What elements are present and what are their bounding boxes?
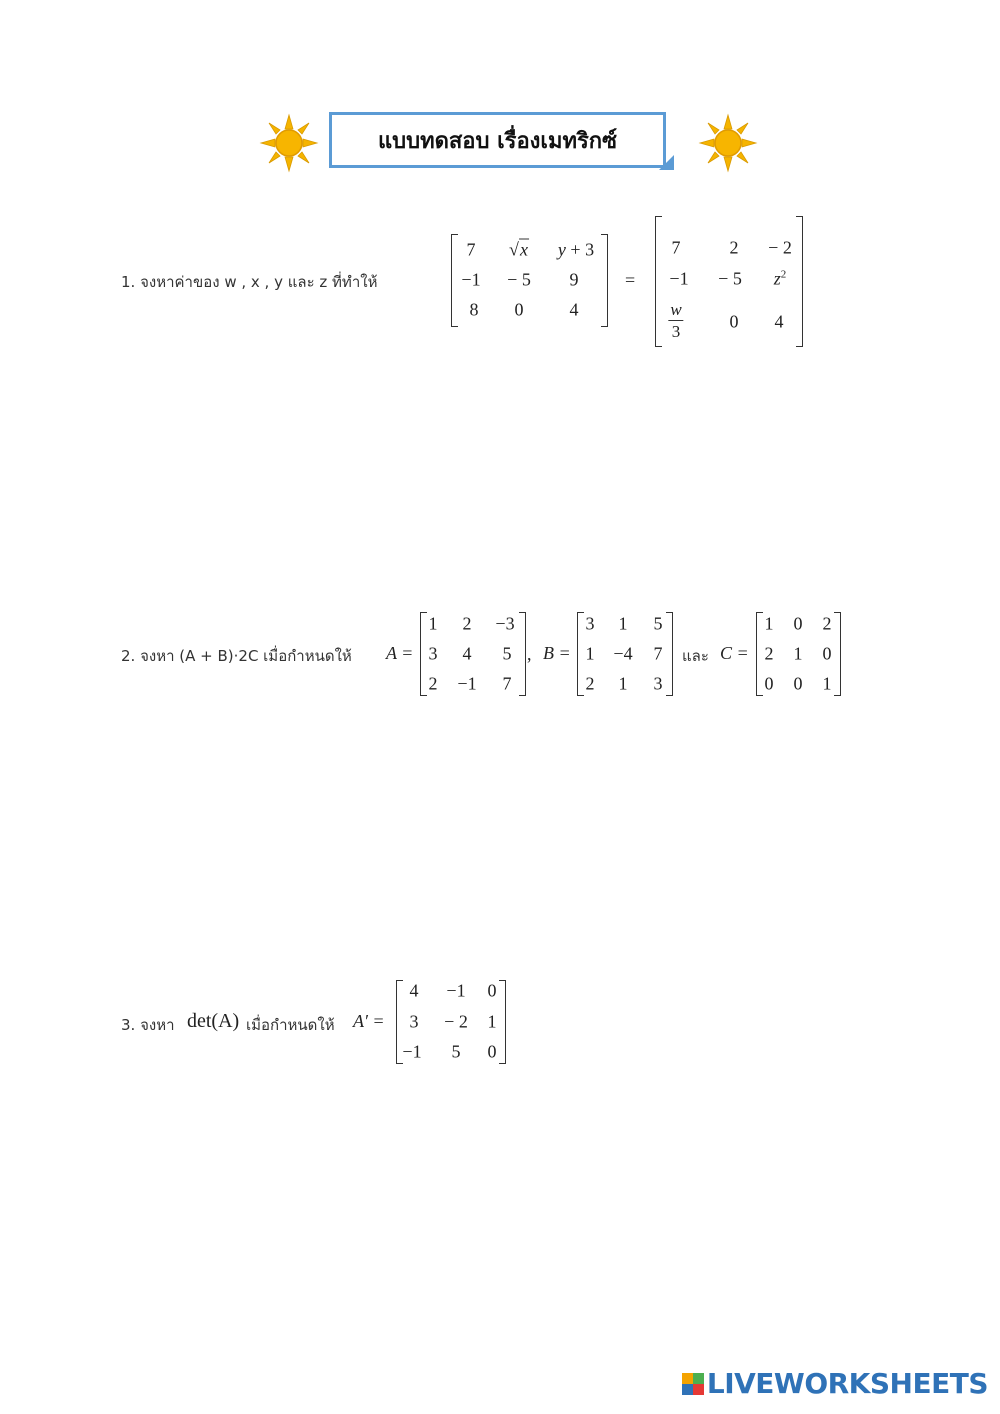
title-box bbox=[329, 112, 666, 168]
matrix-cell: 1 bbox=[618, 673, 628, 694]
matrix-cell: 5 bbox=[451, 1041, 461, 1062]
title-fold-decoration bbox=[659, 155, 674, 170]
matrix-cell: 4 bbox=[409, 980, 419, 1001]
matrix-cell: 2 bbox=[729, 237, 739, 258]
matrix-cell: 7 bbox=[502, 673, 512, 694]
q3-prompt: 3. จงหา bbox=[121, 1016, 175, 1034]
matrix-cell: 9 bbox=[569, 269, 579, 290]
matrix-cell: −1 bbox=[669, 268, 689, 289]
matrix-cell: 1 bbox=[487, 1011, 497, 1032]
matrix-cell: 0 bbox=[487, 980, 497, 1001]
matrix-cell: 4 bbox=[569, 299, 579, 320]
matrix-cell: − 5 bbox=[507, 269, 531, 290]
matrix-cell: y + 3 bbox=[557, 239, 595, 260]
matrix-cell: −1 bbox=[461, 269, 481, 290]
matrix-cell: 5 bbox=[502, 643, 512, 664]
matrix-cell: − 2 bbox=[768, 237, 792, 258]
matrix-cell: 7 bbox=[671, 237, 681, 258]
matrix-cell: −1 bbox=[446, 980, 466, 1001]
q2-b-label: B = bbox=[543, 643, 571, 663]
matrix-cell: 7 bbox=[466, 239, 476, 260]
matrix-cell: 2 bbox=[764, 643, 774, 664]
matrix-cell: 5 bbox=[653, 613, 663, 634]
matrix-cell: −1 bbox=[457, 673, 477, 694]
q2-comma: , bbox=[527, 644, 532, 664]
q2-matrix-c bbox=[756, 612, 841, 696]
matrix-cell: 1 bbox=[618, 613, 628, 634]
matrix-cell: 8 bbox=[469, 299, 479, 320]
q3-matrix-at bbox=[396, 980, 506, 1064]
q1-right-matrix bbox=[655, 216, 803, 347]
matrix-cell: 3 bbox=[653, 673, 663, 694]
liveworksheets-logo bbox=[682, 1367, 988, 1400]
q1-left-matrix bbox=[451, 234, 608, 327]
matrix-cell: 1 bbox=[793, 643, 803, 664]
q3-det: det(A) bbox=[187, 1010, 240, 1032]
q2-matrix-a bbox=[420, 612, 526, 696]
matrix-cell: 3 bbox=[585, 613, 595, 634]
matrix-cell: 4 bbox=[774, 311, 784, 332]
q2-matrix-b bbox=[577, 612, 673, 696]
matrix-cell: −1 bbox=[402, 1041, 422, 1062]
matrix-cell: 0 bbox=[822, 643, 832, 664]
matrix-cell-fraction: $\frac{w}{3}$ bbox=[670, 300, 682, 341]
matrix-cell: 3 bbox=[409, 1011, 419, 1032]
matrix-cell: 0 bbox=[793, 613, 803, 634]
matrix-cell: −4 bbox=[613, 643, 633, 664]
matrix-cell: 0 bbox=[764, 673, 774, 694]
matrix-cell: − 2 bbox=[444, 1011, 468, 1032]
logo-text: LIVEWORKSHEETS bbox=[706, 1367, 988, 1400]
matrix-cell: −3 bbox=[495, 613, 515, 634]
matrix-cell: 4 bbox=[462, 643, 472, 664]
matrix-cell: 3 bbox=[428, 643, 438, 664]
matrix-cell: √x bbox=[509, 239, 528, 260]
matrix-cell: 7 bbox=[653, 643, 663, 664]
q1-prompt: 1. จงหาค่าของ w , x , y และ z ที่ทำให้ bbox=[121, 273, 378, 291]
matrix-cell: 1 bbox=[822, 673, 832, 694]
matrix-cell: 2 bbox=[585, 673, 595, 694]
matrix-cell: 0 bbox=[729, 311, 739, 332]
q3-prompt-2: เมื่อกำหนดให้ bbox=[246, 1016, 335, 1034]
q1-equals: = bbox=[625, 270, 636, 290]
sun-icon bbox=[259, 113, 319, 173]
matrix-cell: 0 bbox=[514, 299, 524, 320]
q2-prompt: 2. จงหา (A + B)·2C เมื่อกำหนดให้ bbox=[121, 647, 352, 665]
page-title: แบบทดสอบ เรื่องเมทริกซ์ bbox=[377, 128, 618, 154]
sun-icon bbox=[698, 113, 758, 173]
matrix-cell: 2 bbox=[462, 613, 472, 634]
matrix-cell: 2 bbox=[822, 613, 832, 634]
matrix-cell: 0 bbox=[487, 1041, 497, 1062]
q2-c-label: C = bbox=[720, 643, 749, 663]
matrix-cell: 1 bbox=[585, 643, 595, 664]
liveworksheets-logo-icon bbox=[682, 1373, 704, 1395]
q2-and: และ bbox=[682, 647, 709, 665]
matrix-cell: 2 bbox=[428, 673, 438, 694]
q2-a-label: A = bbox=[386, 643, 414, 663]
matrix-cell: − 5 bbox=[718, 268, 742, 289]
matrix-cell: $z^2$ bbox=[773, 268, 787, 289]
matrix-cell: 0 bbox=[793, 673, 803, 694]
matrix-cell: 1 bbox=[428, 613, 438, 634]
q3-at-label: A′ = bbox=[353, 1011, 385, 1031]
matrix-cell: 1 bbox=[764, 613, 774, 634]
